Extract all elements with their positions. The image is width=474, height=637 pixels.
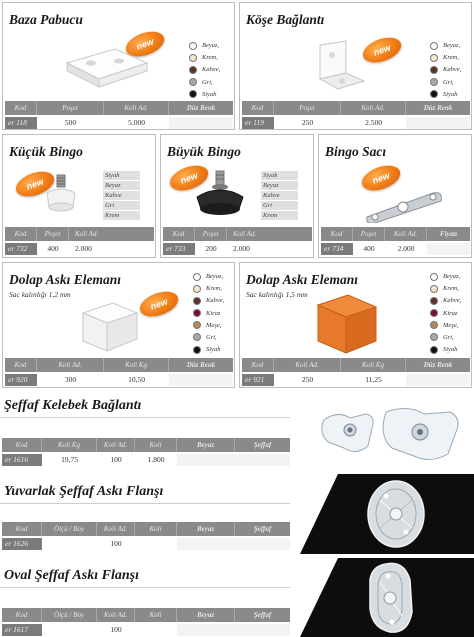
product-title: Büyük Bingo (167, 144, 241, 159)
baza-pabucu-image (61, 43, 151, 88)
spec-table-header: Kod Ölçü / Boy Koli Ad. Koli Beyaz Şeffaf (2, 608, 290, 622)
product-title: Baza Pabucu (9, 12, 83, 27)
product-title: Dolap Askı Elemanı (246, 272, 359, 287)
color-label: Krem (261, 211, 298, 221)
color-swatches (430, 40, 461, 101)
spec-table-header: Kod Koli Kg Koli Ad. Koli Beyaz Şeffaf (2, 438, 290, 452)
section-title-seffaf-kelebek: Şeffaf Kelebek Bağlantı (4, 398, 142, 413)
new-badge: new (358, 161, 403, 195)
spec-table-row: er 920 300 10,50 (5, 374, 233, 386)
color-label: Siyah (261, 171, 298, 181)
divider (0, 417, 290, 418)
swatch: Gri, (189, 77, 220, 88)
swatch: Siyah (430, 89, 461, 100)
color-label: Gri (261, 201, 298, 211)
seffaf-kelebek-image (316, 402, 466, 464)
spec-table-row: er 732 400 2.000 (5, 243, 154, 255)
new-badge: new (12, 167, 57, 201)
spec-table-row: er 119 250 2.500 (242, 117, 470, 129)
spec-table-header: Kod Poşet Koli Ad. Düz Renk (242, 101, 470, 115)
swatch: Gri, (430, 77, 461, 88)
spec-table-row: er 1617 100 (2, 624, 290, 636)
swatch: Krem, (430, 283, 461, 294)
spec-table-row: er 734 400 2.000 (321, 243, 470, 255)
color-label: Kahve (103, 191, 140, 201)
color-swatches (193, 271, 224, 356)
swatch: Kahve, (189, 64, 220, 75)
color-label: Krem (103, 211, 140, 221)
product-title: Köşe Bağlantı (246, 12, 325, 27)
color-list (103, 171, 140, 221)
color-list (261, 171, 298, 221)
swatch: Beyaz, (193, 271, 224, 282)
spec-table-header: Kod Poşet Koli Ad. Fiyatı (321, 227, 470, 241)
product-baza-pabucu (2, 2, 235, 130)
new-badge: new (166, 161, 211, 195)
swatch: Kahve, (193, 295, 224, 306)
buyuk-bingo-image (189, 169, 251, 219)
color-label: Siyah (103, 171, 140, 181)
color-swatches (189, 40, 220, 101)
swatch: Siyah (189, 89, 220, 100)
swatch: Meşe, (430, 320, 461, 331)
swatch: Kahve, (430, 295, 461, 306)
product-subtitle: Sac kalınlığı 1,2 mm (9, 290, 71, 299)
dolap-aski-15-image (310, 289, 382, 357)
spec-table-header: Kod Poşet Koli Ad. (163, 227, 312, 241)
swatch: Kiraz (193, 308, 224, 319)
product-bingo-saci (318, 134, 472, 258)
product-title: Dolap Askı Elemanı (9, 272, 122, 287)
kose-baglanti-image (312, 37, 368, 93)
swatch: Beyaz, (189, 40, 220, 51)
spec-table-header: Kod Ölçü / Boy Koli Ad. Koli Beyaz Şeffaf (2, 522, 290, 536)
section-title-yuvarlak-flans: Yuvarlak Şeffaf Askı Flanşı (4, 484, 164, 499)
swatch: Beyaz, (430, 40, 461, 51)
product-subtitle: Sac kalınlığı 1,5 mm (246, 290, 308, 299)
product-kose-baglanti (239, 2, 472, 130)
dolap-aski-12-image (77, 291, 143, 355)
swatch: Beyaz, (430, 271, 461, 282)
spec-table-header: Kod Poşet Koli Ad. Düz Renk (5, 101, 233, 115)
product-title: Bingo Sacı (325, 144, 387, 159)
spec-table-row: er 733 200 2.000 (163, 243, 312, 255)
color-label: Gri (103, 201, 140, 211)
spec-table-row: er 118 500 5.000 (5, 117, 233, 129)
bingo-saci-image (361, 187, 445, 223)
spec-table-row: er 1616 19,75 100 1.800 (2, 454, 290, 466)
color-swatches (430, 271, 461, 356)
swatch: Gri, (193, 332, 224, 343)
product-dolap-aski-15 (239, 262, 472, 388)
swatch: Kiraz (430, 308, 461, 319)
divider (0, 587, 290, 588)
section-title-oval-flans: Oval Şeffaf Askı Flanşı (4, 568, 139, 583)
spec-table-header: Kod Koli Ad. Koli Kg Düz Renk (5, 358, 233, 372)
product-title: Küçük Bingo (9, 144, 83, 159)
oval-flans-image (300, 558, 474, 637)
new-badge: new (359, 33, 404, 67)
swatch: Siyah (193, 344, 224, 355)
color-label: Beyaz (103, 181, 140, 191)
swatch: Kahve, (430, 64, 461, 75)
yuvarlak-flans-image (300, 474, 474, 554)
new-badge: new (122, 27, 167, 61)
product-dolap-aski-12 (2, 262, 235, 388)
swatch: Krem, (189, 52, 220, 63)
product-buyuk-bingo (160, 134, 314, 258)
swatch: Krem, (430, 52, 461, 63)
color-label: Kahve (261, 191, 298, 201)
kucuk-bingo-image (41, 173, 81, 215)
spec-table-row: er 921 250 11,25 (242, 374, 470, 386)
spec-table-row: er 1626 100 (2, 538, 290, 550)
swatch: Gri, (430, 332, 461, 343)
swatch: Meşe, (193, 320, 224, 331)
swatch: Krem, (193, 283, 224, 294)
product-kucuk-bingo (2, 134, 156, 258)
new-badge: new (136, 287, 181, 321)
spec-table-header: Kod Poşet Koli Ad. (5, 227, 154, 241)
divider (0, 503, 290, 504)
spec-table-header: Kod Koli Ad. Koli Kg Düz Renk (242, 358, 470, 372)
color-label: Beyaz (261, 181, 298, 191)
swatch: Siyah (430, 344, 461, 355)
